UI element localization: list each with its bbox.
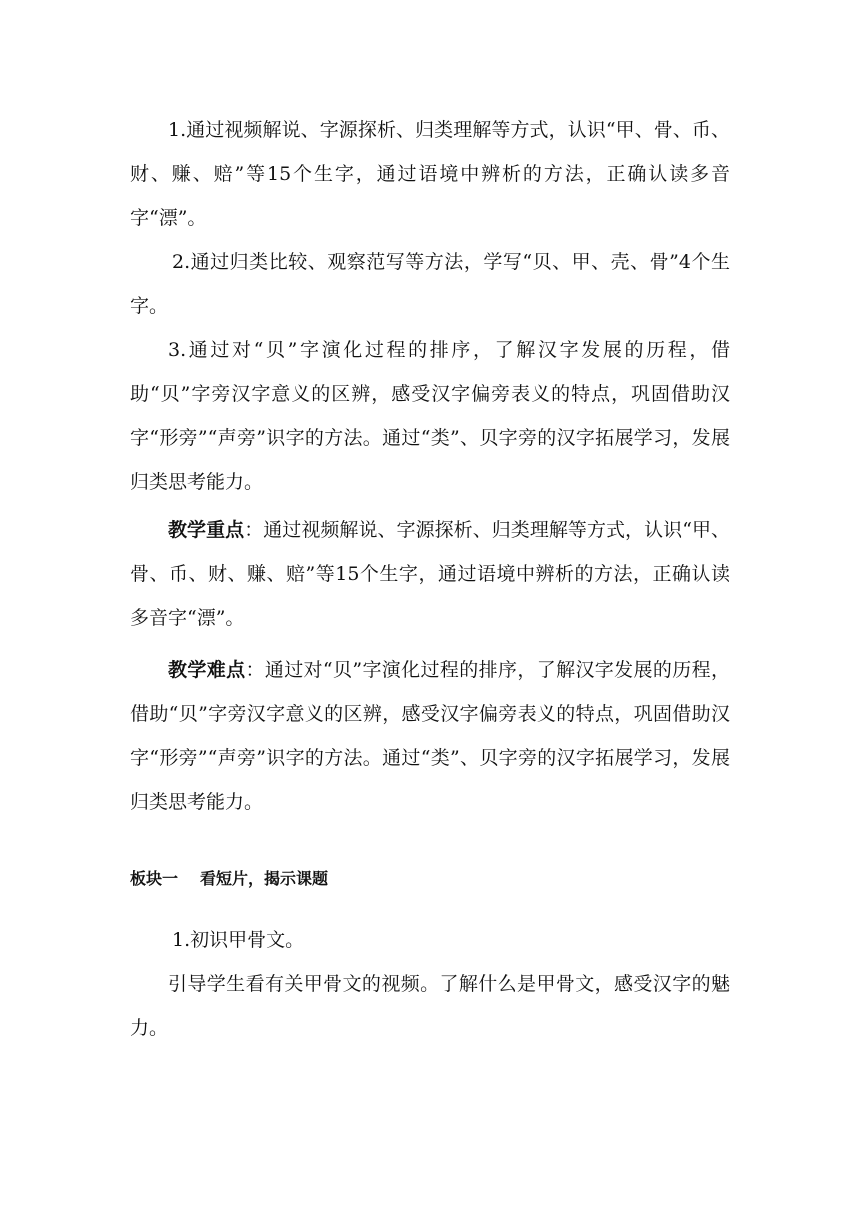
teaching-key-point — [130, 508, 730, 640]
section-heading — [130, 866, 328, 889]
difficult-point-text: ：通过对“贝”字演化过程的排序，了解汉字发展的历程，借助“贝”字旁汉字意义的区辨，感受汉字偏旁表义的特点，巩固借助汉字“形旁”“声旁”识字的方法。通过“类”、贝字旁的汉字拓展学习，发展归类思考能力。 — [130, 659, 730, 813]
section-label: 板块一 — [130, 869, 179, 888]
section-item-1: 1.初识甲骨文。 — [172, 929, 305, 951]
objective-2: 2.通过归类比较、观察范写等方法，学写“贝、甲、壳、骨”4个生字。 — [130, 251, 730, 317]
objective-1: 1.通过视频解说、字源探析、归类理解等方式，认识“甲、骨、币、财、赚、赔”等15个生字，通过语境中辨析的方法，正确认读多音字“漂”。 — [130, 119, 730, 229]
key-point-label: 教学重点 — [168, 519, 245, 541]
section-title: 看短片，揭示课题 — [200, 869, 329, 888]
section-item-2: 引导学生看有关甲骨文的视频。了解什么是甲骨文，感受汉字的魅力。 — [130, 973, 730, 1039]
key-point-text: ：通过视频解说、字源探析、归类理解等方式，认识“甲、骨、币、财、赚、赔”等15个生字，通过语境中辨析的方法，正确认读多音字“漂”。 — [130, 519, 730, 629]
difficult-point-label: 教学难点 — [168, 659, 246, 681]
objective-3: 3.通过对“贝”字演化过程的排序，了解汉字发展的历程，借助“贝”字旁汉字意义的区辨，感受汉字偏旁表义的特点，巩固借助汉字“形旁”“声旁”识字的方法。通过“类”、贝字旁的汉字拓展学习，发展归类思考能力。 — [130, 339, 730, 493]
teaching-difficult-point — [130, 648, 730, 824]
